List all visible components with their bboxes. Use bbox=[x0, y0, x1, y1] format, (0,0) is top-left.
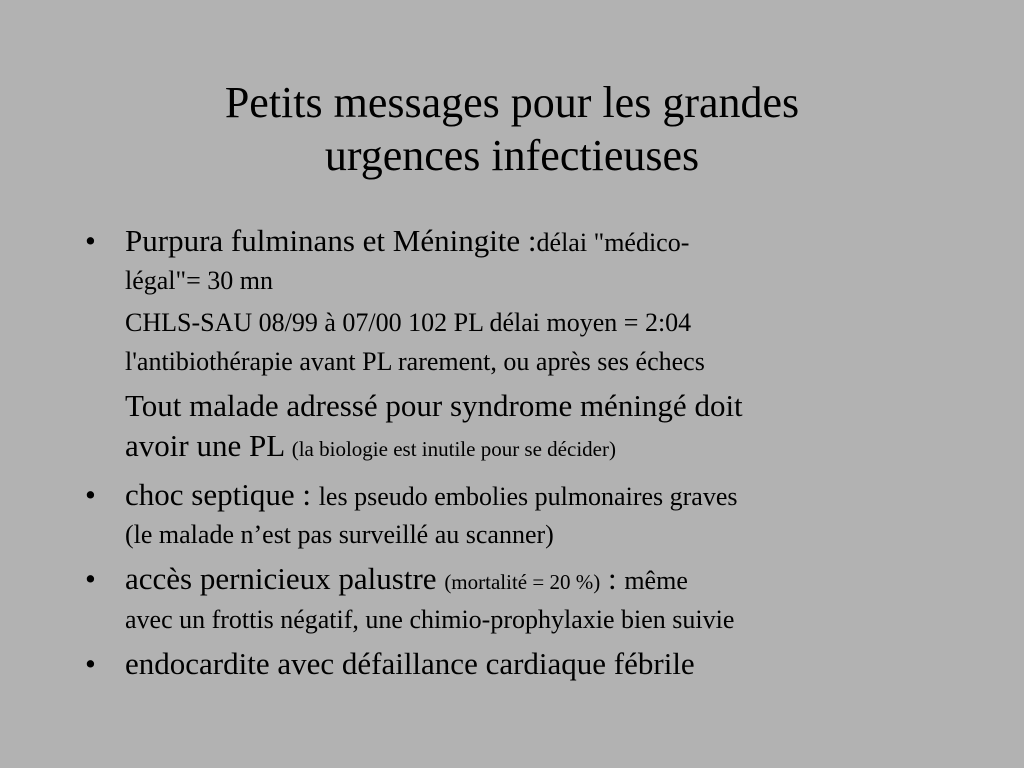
bullet-main-text: endocardite avec défaillance cardiaque fébrile bbox=[125, 646, 695, 681]
bullet-marker: • bbox=[85, 561, 96, 596]
title-line-2: urgences infectieuses bbox=[324, 131, 700, 180]
bullet-main-text: accès pernicieux palustre bbox=[125, 561, 445, 596]
slide-title bbox=[0, 76, 1024, 182]
bullet-item-endocardite bbox=[85, 646, 945, 682]
bullet-colon: : bbox=[600, 561, 625, 596]
continuation-block-tout-malade bbox=[85, 386, 945, 469]
continuation-line-antibiotherapie: l'antibiothérapie avant PL rarement, ou après ses échecs bbox=[125, 347, 705, 376]
bullet-note-text: (mortalité = 20 %) bbox=[444, 570, 601, 594]
bullet-detail-text: les pseudo embolies pulmonaires graves bbox=[318, 482, 738, 511]
bullet-main-text: choc septique : bbox=[125, 477, 319, 512]
tout-malade-note: (la biologie est inutile pour se décider) bbox=[291, 437, 616, 461]
bullet-detail-text: délai "médico- bbox=[536, 228, 690, 257]
bullet-detail-line2: (le malade n’est pas surveillé au scanner) bbox=[125, 520, 554, 549]
bullet-item-purpura bbox=[85, 223, 945, 299]
bullet-marker: • bbox=[85, 646, 96, 681]
bullet-main-text: Purpura fulminans et Méningite : bbox=[125, 223, 537, 258]
bullet-detail-line2: légal"= 30 mn bbox=[125, 266, 274, 295]
continuation-line-chls: CHLS-SAU 08/99 à 07/00 102 PL délai moyen = 2:04 bbox=[125, 308, 692, 337]
bullet-item-acces-pernicieux bbox=[85, 561, 945, 638]
bullet-detail-text: même bbox=[624, 566, 688, 595]
bullet-marker: • bbox=[85, 223, 96, 258]
bullet-detail-line2: avec un frottis négatif, une chimio-prophylaxie bien suivie bbox=[125, 605, 735, 634]
title-line-1: Petits messages pour les grandes bbox=[224, 78, 800, 127]
slide-body bbox=[85, 223, 945, 682]
bullet-item-choc-septique bbox=[85, 477, 945, 553]
tout-malade-line2: avoir une PL bbox=[125, 428, 292, 463]
tout-malade-line1: Tout malade adressé pour syndrome méningé doit bbox=[125, 388, 743, 423]
bullet-marker: • bbox=[85, 477, 96, 512]
